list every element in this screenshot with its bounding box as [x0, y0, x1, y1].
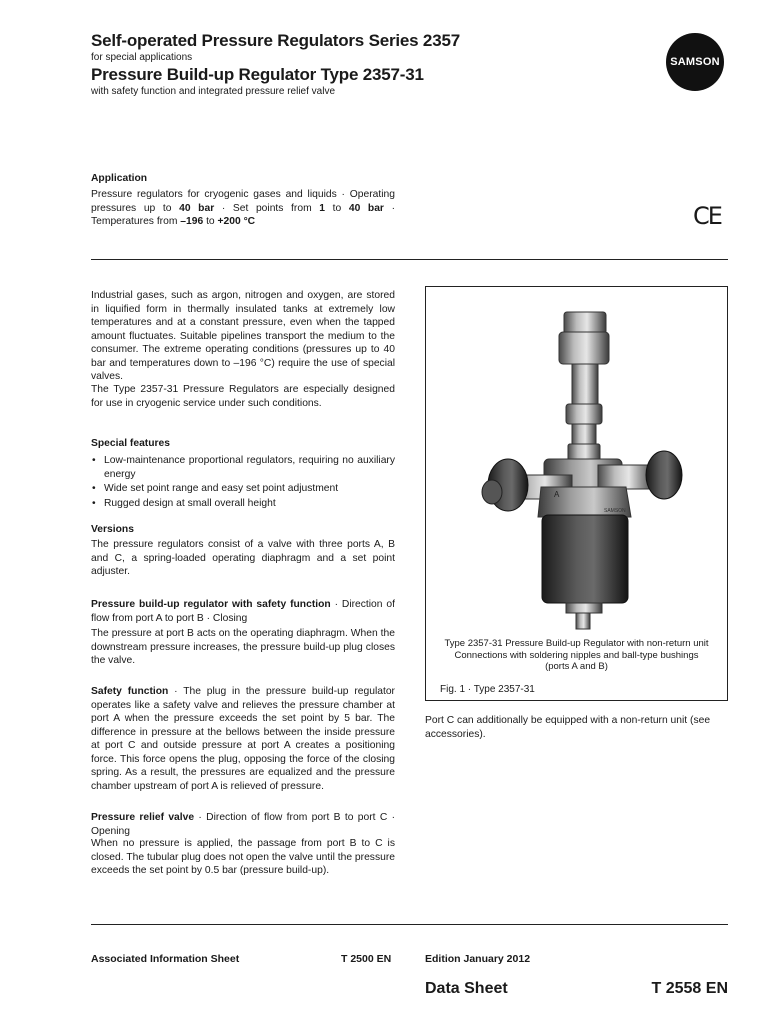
associated-sheet-ref: T 2500 EN [341, 953, 392, 965]
feature-item: • Rugged design at small overall height [91, 497, 395, 511]
samson-logo [666, 33, 724, 91]
feature-item: • Wide set point range and easy set point adjustment [91, 482, 395, 496]
series-subtitle: for special applications [91, 52, 193, 63]
bottom-divider [91, 924, 728, 925]
application-heading: Application [91, 173, 148, 184]
figure-label: Fig. 1 · Type 2357-31 [440, 684, 535, 695]
port-a-label: A [554, 490, 560, 499]
edition: Edition January 2012 [425, 953, 531, 965]
intro-paragraph-1: Industrial gases, such as argon, nitrogen and oxygen, are stored in liquified form in thermally insulated tanks at extremely low temperatures and at a constant pressure, even when the tapped amount fluctuates. Suitable pipelines transport the medium to the consumer. The extreme operating conditions (pressures up to 40 bar and temperatures down to –196 °C) require the use of special valves. [91, 290, 395, 382]
doc-number: T 2558 EN [651, 980, 728, 997]
buildup-text: The pressure at port B acts on the operating diaphragm. When the downstream pressure increases, the pressure build-up plug closes the valve. [91, 628, 395, 666]
port-c-note: Port C can additionally be equipped with a non-return unit (see accessories). [425, 715, 711, 740]
intro-paragraph-2: The Type 2357-31 Pressure Regulators are especially designed for use in cryogenic service under such conditions. [91, 384, 395, 409]
application-text: Pressure regulators for cryogenic gases and liquids · Operating pressures up to 40 bar · Set points from 1 to 40 bar · Temperatures from –196 to +200 °C [91, 189, 396, 227]
top-divider [91, 259, 728, 260]
features-heading: Special features [91, 438, 170, 449]
versions-text: The pressure regulators consist of a valve with three ports A, B and C, a spring-loaded operating diaphragm and a set point adjuster. [91, 539, 395, 577]
relief-lead: Pressure relief valve · Direction of flow from port B to port C · Opening [91, 812, 395, 837]
type-title: Pressure Build-up Regulator Type 2357-31 [91, 65, 424, 84]
associated-sheet-label: Associated Information Sheet [91, 953, 240, 965]
type-subtitle: with safety function and integrated pressure relief valve [91, 86, 336, 97]
safety-text: Safety function · The plug in the pressure build-up regulator operates like a safety valve and relieves the pressure chamber at port A when the pressure exceeds the set point by 5 bar. The difference in pressure at the bellows between the inside pressure at port C and outside pressure at port A creates a positioning force. This force opens the plug, opposing the force of the closing spring. As a result, the pressures are equalized and the pressure chamber upstream of port A is relieved of pressure. [91, 686, 395, 792]
figure-box [425, 286, 728, 701]
body-mark: SAMSON [604, 508, 626, 514]
feature-item: • Low-maintenance proportional regulators, requiring no auxiliary energy [91, 454, 395, 481]
features-list [91, 454, 395, 511]
buildup-lead: Pressure build-up regulator with safety function · Direction of flow from port A to port B · Closing [91, 599, 395, 624]
relief-text: When no pressure is applied, the passage from port B to C is closed. The tubular plug does not open the valve until the pressure exceeds the set point by 0.5 bar (pressure build-up). [91, 838, 395, 876]
versions-heading: Versions [91, 524, 134, 535]
ce-mark: CE [693, 202, 721, 230]
doc-type: Data Sheet [425, 980, 508, 997]
logo-text: SAMSON [670, 56, 720, 68]
series-title: Self-operated Pressure Regulators Series 2357 [91, 31, 460, 50]
figure-caption: Type 2357-31 Pressure Build-up Regulator with non-return unit Connections with soldering nipples and ball-type bushings (ports A and B) [444, 638, 709, 672]
